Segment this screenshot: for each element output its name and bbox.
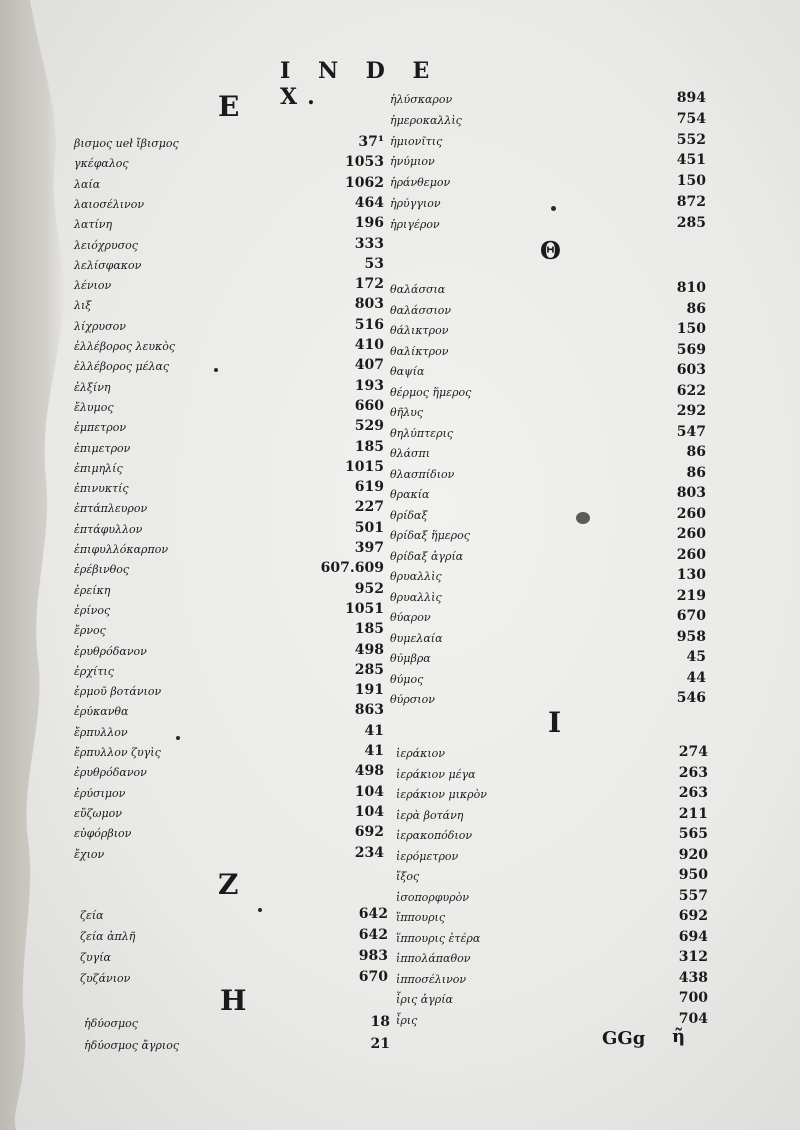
- page-number: 227: [354, 499, 384, 516]
- index-term: λένιον: [74, 279, 112, 293]
- index-term: θηλύπτερις: [390, 426, 454, 440]
- index-term: εὔζωμον: [74, 806, 122, 820]
- index-term: ἔρπυλλον: [74, 725, 128, 739]
- index-term: λίχρυσον: [74, 319, 126, 333]
- index-term: ἱερόμετρον: [396, 849, 459, 863]
- index-term: ἐρυθρόδανον: [74, 766, 147, 780]
- index-term: ἐρχίτις: [74, 664, 114, 678]
- page-number: 704: [678, 1010, 708, 1027]
- page-number: 41: [364, 743, 384, 759]
- page-number: 498: [354, 641, 384, 658]
- index-term: ἴξος: [396, 870, 420, 883]
- page-number: 260: [676, 505, 706, 522]
- section-letter-theta: Θ: [540, 236, 561, 265]
- page-number: 104: [354, 783, 384, 800]
- index-term: γκέφαλος: [74, 157, 129, 171]
- page-number: 260: [676, 526, 706, 542]
- index-term: ἐπιφυλλόκαρπον: [74, 543, 169, 556]
- page-number: 104: [354, 803, 384, 820]
- page-number: 263: [678, 785, 708, 801]
- index-term: λειόχρυσος: [74, 238, 138, 252]
- page-number: 292: [676, 403, 706, 419]
- page-number: 670: [358, 969, 388, 985]
- index-term: ἐμπετρον: [74, 421, 127, 435]
- index-term: εὐφόρβιον: [74, 827, 132, 841]
- page-number: 603: [676, 362, 706, 378]
- page-number: 952: [354, 580, 384, 597]
- page-number: 185: [354, 621, 384, 638]
- page-number: 983: [358, 948, 388, 964]
- index-term: ἔρπυλλον ζυγὶς: [74, 746, 161, 759]
- index-term: ἰσοπορφυρὸν: [396, 890, 469, 904]
- index-term: ἑρμοῦ βοτάνιον: [74, 685, 162, 699]
- index-term: λιξ: [74, 299, 92, 313]
- page-number: 263: [678, 764, 708, 781]
- page-number: 1015: [345, 458, 384, 475]
- index-term: ἶρις ἀγρία: [396, 993, 453, 1006]
- page-title: I N D E X.: [280, 58, 440, 110]
- index-term: ζυγία: [80, 951, 111, 964]
- index-term: ἐρείκη: [74, 583, 111, 597]
- section-letter-z: Z: [218, 868, 239, 901]
- index-term: ἱππολάπαθον: [396, 952, 471, 965]
- page-number: 920: [678, 846, 708, 863]
- page-number: 660: [354, 397, 384, 414]
- page-number: 607.609: [320, 560, 384, 577]
- index-term: ἔρνος: [74, 624, 106, 638]
- index-term: ἐπιμετρον: [74, 441, 131, 455]
- index-term: θύαρον: [390, 611, 431, 624]
- page-number: 565: [678, 826, 708, 842]
- index-term: ἔχιον: [74, 847, 105, 861]
- index-term: ἱεράκιον μέγα: [396, 767, 476, 781]
- index-term: θρίδαξ ἥμερος: [390, 529, 470, 542]
- page-number: 803: [354, 296, 384, 313]
- index-term: λαιοσέλινον: [74, 197, 145, 211]
- index-term: ἡδύοσμος: [84, 1017, 138, 1030]
- index-term: ἵππουρις: [396, 911, 446, 924]
- index-term: ζεία: [80, 909, 104, 922]
- index-term: ἡμιονῖτις: [390, 134, 443, 148]
- index-term: θάλικτρον: [390, 324, 449, 337]
- page-number: 451: [676, 152, 706, 169]
- page-number: 45: [686, 649, 706, 665]
- index-term: ἐλλέβορος μέλας: [74, 360, 170, 374]
- page-number: 130: [676, 567, 706, 583]
- index-term: θαψία: [390, 365, 425, 378]
- page-number: 670: [676, 608, 706, 624]
- signature-mark: GGg: [602, 1028, 646, 1049]
- ink-dot: [176, 736, 180, 740]
- index-term: ἐπιμηλίς: [74, 461, 123, 475]
- catchword: ῆ: [672, 1026, 686, 1047]
- page-number: 410: [354, 337, 384, 353]
- index-term: βισμος ueł ἴβισμος: [74, 137, 179, 150]
- page-number: 619: [354, 479, 384, 496]
- page-number: 1053: [345, 154, 384, 171]
- page-number: 546: [676, 690, 706, 706]
- page-number: 234: [354, 844, 384, 861]
- page-number: 529: [354, 418, 384, 435]
- page-number: 501: [354, 519, 384, 536]
- page-number: 498: [354, 763, 384, 780]
- page-number: 407: [354, 357, 384, 374]
- index-term: θλασπίδιον: [390, 467, 455, 481]
- index-term: θρυαλλὶς: [390, 570, 442, 583]
- page-number: 1062: [345, 174, 384, 191]
- index-term: ἶρις: [396, 1013, 418, 1027]
- index-term: θέρμος ἥμερος: [390, 385, 472, 399]
- page-number: 754: [676, 110, 706, 127]
- page-number: 810: [676, 280, 706, 296]
- index-term: ἐλλέβορος λευκὸς: [74, 340, 176, 353]
- page-number: 547: [676, 423, 706, 440]
- index-term: λελίσφακον: [74, 258, 142, 272]
- index-term: ἱεράκιον μικρὸν: [396, 788, 487, 801]
- index-term: ἡμεροκαλλὶς: [390, 113, 462, 127]
- index-term: ἡλύσκαρον: [390, 93, 453, 106]
- page-number: 191: [354, 682, 384, 699]
- page-number: 692: [678, 908, 708, 924]
- page-number: 285: [676, 214, 706, 231]
- index-term: ἐπτάπλευρον: [74, 502, 148, 516]
- index-term: θύρσιον: [390, 693, 435, 706]
- index-term: ἐπινυκτίς: [74, 482, 129, 496]
- page-number: 569: [676, 341, 706, 358]
- index-term: ἵππουρις ἑτέρα: [396, 931, 481, 945]
- page-number: 86: [686, 464, 706, 481]
- index-term: ἡνύμιον: [390, 155, 435, 169]
- ink-dot: [551, 206, 556, 211]
- page-number: 516: [354, 316, 384, 333]
- page-number: 37¹: [358, 134, 384, 150]
- page-number: 642: [358, 927, 388, 943]
- index-term: ἐπτάφυλλον: [74, 522, 143, 536]
- page-number: 694: [678, 928, 708, 945]
- page-number: 172: [354, 276, 384, 293]
- page-number: 397: [354, 540, 384, 556]
- page-number: 185: [354, 438, 384, 455]
- index-term: θρακία: [390, 488, 430, 501]
- page-number: 312: [678, 949, 708, 965]
- page-number: 44: [686, 669, 706, 686]
- index-term: ζυζάνιον: [80, 972, 131, 985]
- index-term: λαία: [74, 177, 101, 191]
- index-term: λατίνη: [74, 218, 113, 232]
- index-term: ἠράνθεμον: [390, 176, 451, 190]
- index-term: ἐλξίνη: [74, 380, 111, 394]
- page-number: 700: [678, 990, 708, 1006]
- page-number: 211: [678, 805, 708, 822]
- ink-blot: [576, 512, 590, 524]
- page-number: 285: [354, 661, 384, 678]
- index-term: θρίδαξ: [390, 508, 428, 522]
- index-term: θυμελαία: [390, 631, 443, 645]
- page-number: 894: [676, 90, 706, 106]
- page-number: 552: [676, 131, 706, 148]
- page-number: 557: [678, 887, 708, 904]
- page-number: 219: [676, 587, 706, 604]
- index-term: ἠρύγγιον: [390, 197, 441, 210]
- page-number: 41: [364, 722, 384, 739]
- index-term: θρίδαξ ἀγρία: [390, 549, 464, 563]
- page-number: 18: [370, 1014, 390, 1030]
- index-term: ζεία ἁπλῆ: [80, 930, 136, 943]
- page-number: 950: [678, 867, 708, 883]
- page-number: 438: [678, 969, 708, 986]
- section-letter-e: E: [218, 90, 240, 123]
- page-number: 274: [678, 744, 708, 760]
- index-term: ἐρίνος: [74, 603, 111, 617]
- page-number: 193: [354, 377, 384, 394]
- page-number: 642: [358, 906, 388, 922]
- index-term: ἐρυθρόδανον: [74, 644, 147, 658]
- page-number: 872: [676, 194, 706, 210]
- index-term: θλάσπι: [390, 447, 431, 460]
- page-number: 333: [354, 235, 384, 252]
- index-term: ἱπποσέλινον: [396, 972, 467, 986]
- page-number: 863: [354, 702, 384, 719]
- index-term: θαλάσσια: [390, 283, 446, 296]
- page-number: 196: [354, 215, 384, 232]
- section-letter-h: H: [220, 984, 247, 1017]
- page-number: 958: [676, 628, 706, 645]
- page-number: 1051: [345, 600, 384, 617]
- page-number: 150: [676, 173, 706, 190]
- index-term: ἐρύκανθα: [74, 705, 129, 719]
- page-number: 464: [354, 194, 384, 211]
- ink-dot: [258, 908, 262, 912]
- page-number: 53: [364, 255, 384, 272]
- page-number: 21: [370, 1036, 390, 1052]
- index-term: ἱερακοπόδιον: [396, 829, 473, 842]
- index-term: θαλίκτρον: [390, 344, 449, 358]
- page-number: 150: [676, 321, 706, 337]
- index-term: θρυαλλὶς: [390, 590, 442, 604]
- page-number: 622: [676, 382, 706, 399]
- page-number: 803: [676, 485, 706, 501]
- index-term: ἠριγέρον: [390, 217, 440, 231]
- index-term: ἱερὰ βοτάνη: [396, 808, 464, 822]
- index-term: ἡδύοσμος ἄγριος: [84, 1039, 180, 1052]
- index-term: ἐρέβινθος: [74, 563, 130, 577]
- page-number: 86: [686, 444, 706, 460]
- index-term: ἐρύσιμον: [74, 786, 126, 800]
- index-term: θύμος: [390, 672, 424, 686]
- index-term: θαλάσσιον: [390, 303, 452, 317]
- section-letter-i: I: [548, 706, 562, 739]
- page-number: 260: [676, 546, 706, 563]
- ink-dot: [214, 368, 218, 372]
- page-number: 692: [354, 824, 384, 841]
- index-term: θύμβρα: [390, 652, 431, 665]
- index-term: ἱεράκιον: [396, 747, 445, 760]
- page-number: 86: [686, 300, 706, 317]
- index-term: ἔλυμος: [74, 400, 114, 414]
- index-term: θῆλυς: [390, 406, 424, 419]
